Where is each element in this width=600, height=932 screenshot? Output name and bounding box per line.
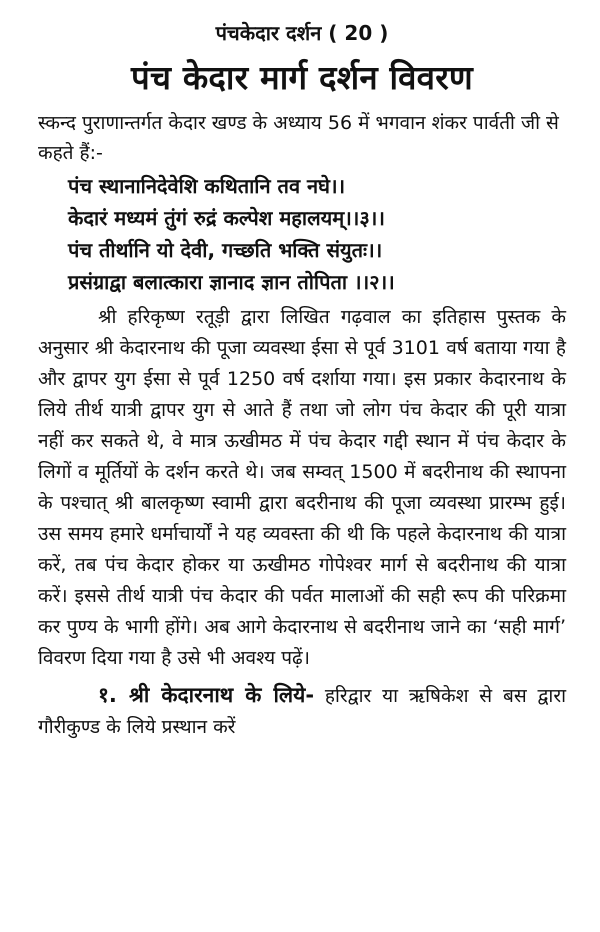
section-text: हरिद्वार या ऋषिकेश से बस द्वारा गौरीकुण्ड के लिये प्रस्थान करें [38,685,567,738]
intro-paragraph: स्कन्द पुराणान्तर्गत केदार खण्ड के अध्याय 56 में भगवान शंकर पार्वती जी से कहते हैं:- [38,112,559,164]
verse-line-2: केदारं मध्यमं तुंगं रुद्रं कल्पेश महालयम्।।३।। [68,206,385,230]
main-paragraph [38,302,566,674]
verse-line-4: प्रसंग्राद्वा बलात्कारा ज्ञानाद ज्ञान तोपिता ।।२।। [68,270,395,294]
page-title: पंच केदार मार्ग दर्शन विवरण [131,58,473,97]
page-header: पंचकेदार दर्शन ( 20 ) [215,21,389,45]
section-1 [38,680,566,743]
verse-line-1: पंच स्थानानिदेवेशि कथितानि तव नघे।। [68,174,346,198]
verse-line-3: पंच तीर्थानि यो देवी, गच्छति भक्ति संयुतः।। [68,238,383,262]
verse-block [38,170,566,298]
main-paragraph-text: श्री हरिकृष्ण रतूड़ी द्वारा लिखित गढ़वाल का इतिहास पुस्तक के अनुसार श्री केदारनाथ की पूजा व्यवस्था ईसा से पूर्व 3101 वर्ष बताया गया है और द्वापर युग ईसा से पूर्व 1250 वर्ष दर्शाया गया। इस प्रकार केदारनाथ के लिये तीर्थ यात्री द्वापर युग से आते हैं तथा जो लोग पंच केदार की पूरी यात्रा नहीं कर सकते थे, वे मात्र ऊखीमठ में पंच केदार गद्दी स्थान में पंच केदार के लिगों व मूर्तियों के दर्शन करते थे। जब सम्वत् 1500 में बदरीनाथ की स्थापना के पश्चात् श्री बालकृष्ण स्वामी द्वारा बदरीनाथ की पूजा व्यवस्था प्रारम्भ हुई। उस समय हमारे धर्माचार्यों ने यह व्यवस्ता की थी कि पहले केदारनाथ की यात्रा करें, तब पंच केदार होकर या ऊखीमठ गोपेश्वर मार्ग से बदरीनाथ की यात्रा करें। इससे तीर्थ यात्री पंच केदार की पर्वत मालाओं की सही रूप की परिक्रमा कर पुण्य के भागी होंगे। अब आगे केदारनाथ से बदरीनाथ जाने का ‘सही मार्ग’ विवरण दिया गया है उसे भी अवश्य पढ़ें। [38,306,566,669]
section-heading: १. श्री केदारनाथ के लिये- [98,683,315,707]
